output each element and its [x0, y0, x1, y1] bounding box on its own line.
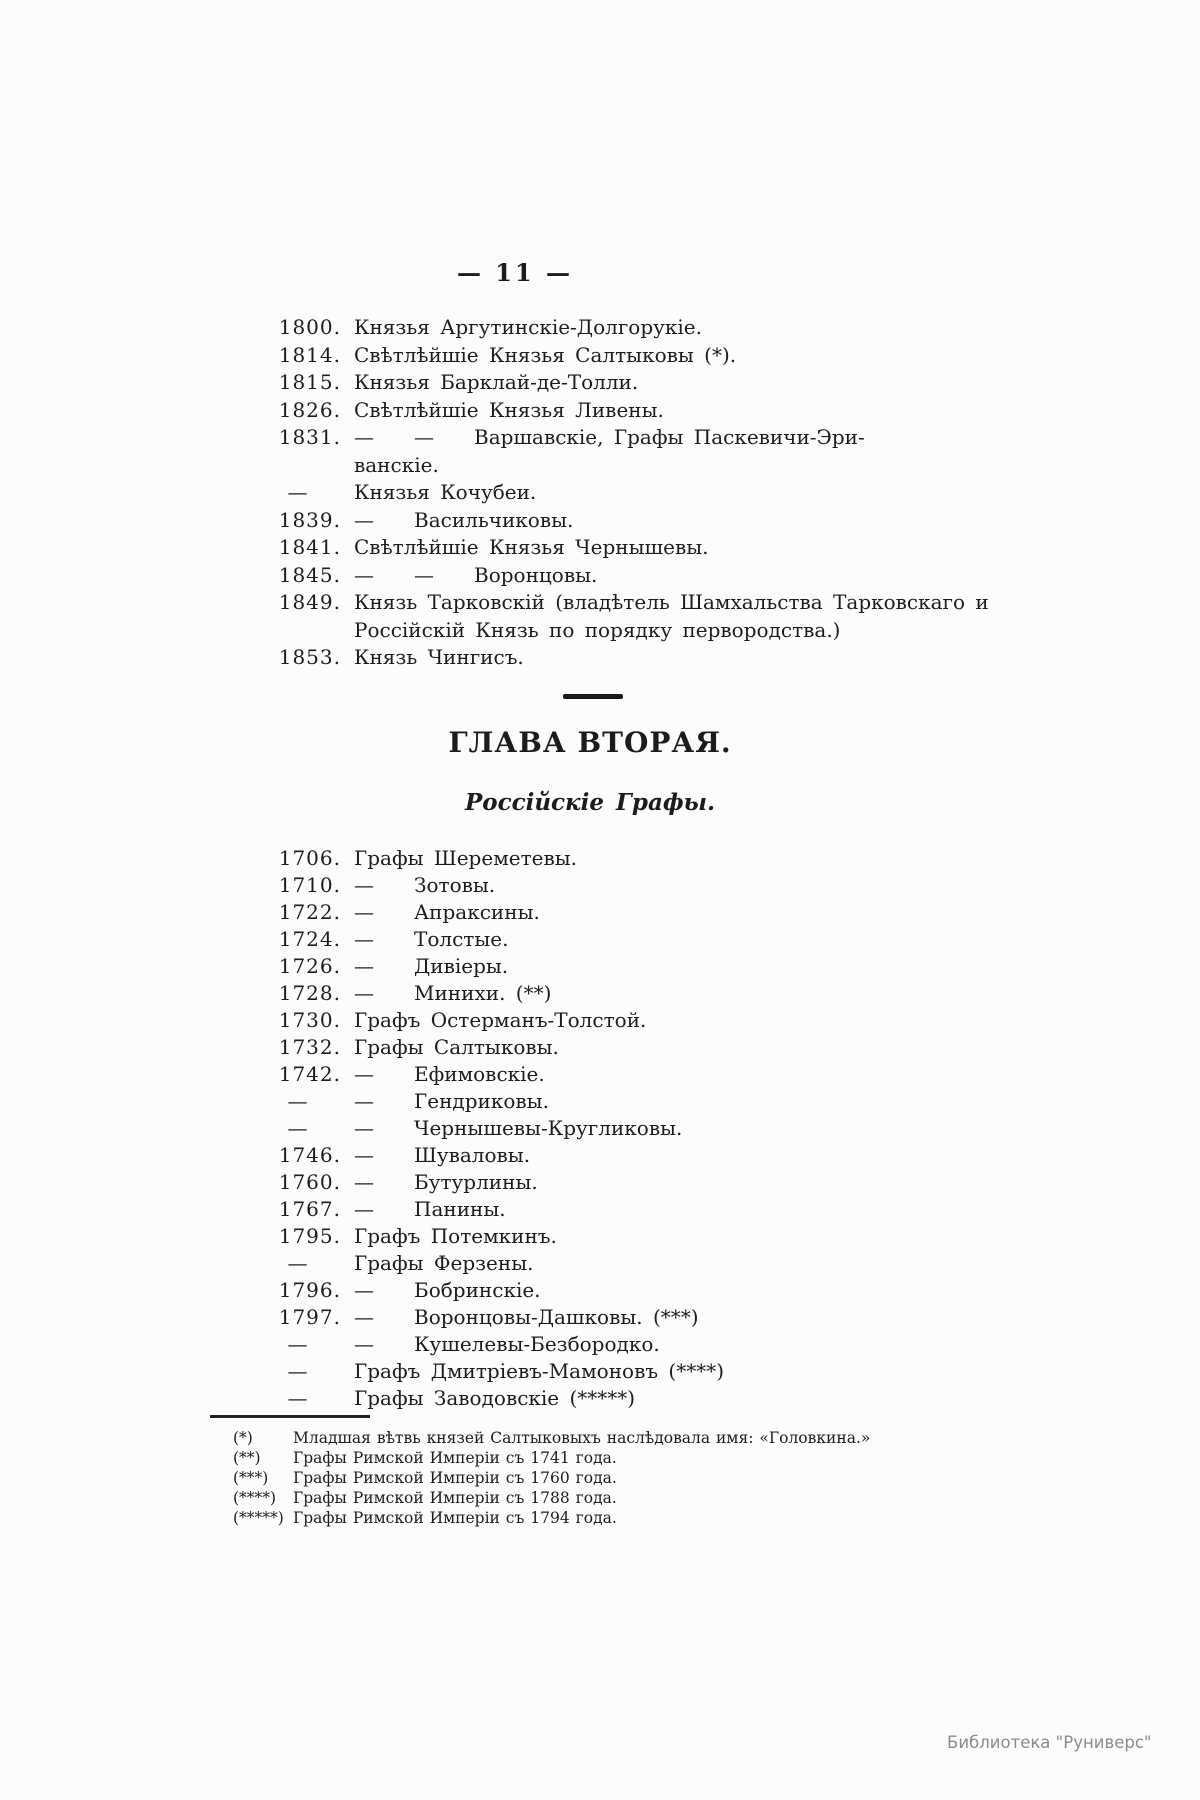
list-item-text: Свѣтлѣйшіе Князья Салтыковы (*).: [354, 342, 737, 367]
list-item: [255, 342, 965, 370]
list-item: [255, 1385, 965, 1412]
footnote-marker: (**): [233, 1449, 261, 1467]
footnote-text: Графы Римской Имперіи съ 1760 года.: [293, 1469, 617, 1487]
list-item-year: 1853.: [278, 645, 341, 669]
list-item-text: — Кушелевы-Безбородко.: [354, 1332, 660, 1356]
list-item: [255, 562, 965, 590]
list-item: [255, 1061, 965, 1088]
list-item: [255, 845, 965, 872]
list-item: [255, 926, 965, 953]
list-item-text: Графы Шереметевы.: [354, 846, 578, 870]
list-item-text: Князья Барклай-де-Толли.: [354, 370, 639, 394]
list-item-text: Графы Ферзены.: [354, 1251, 534, 1275]
list-item-year: 1710.: [278, 873, 341, 897]
list-item: [255, 1115, 965, 1142]
list-item-text: — Бутурлины.: [354, 1170, 538, 1194]
list-item-year: 1839.: [278, 507, 341, 532]
footnote-text: Графы Римской Имперіи съ 1741 года.: [293, 1449, 617, 1467]
list-item: [255, 1277, 965, 1304]
list-item-text: Князья Аргутинскіе-Долгорукіе.: [354, 315, 702, 339]
list-item-year: 1796.: [278, 1278, 341, 1302]
list-item-year: 1724.: [278, 927, 341, 951]
list-item-year: 1831.: [278, 425, 341, 449]
list-item-text: Свѣтлѣйшіе Князья Чернышевы.: [354, 535, 709, 559]
list-item-year: —: [287, 1332, 309, 1356]
list-item-text: — Бобринскіе.: [354, 1278, 541, 1302]
list-item: [255, 953, 965, 980]
list-item-year: —: [287, 1359, 309, 1383]
list-item-text: Князья Кочубеи.: [354, 480, 537, 504]
list-item-text: — Зотовы.: [354, 873, 496, 897]
list-item: [255, 644, 965, 672]
list-item-text: ванскіе.: [354, 452, 439, 477]
list-item-text: Графы Салтыковы.: [354, 1035, 559, 1059]
list-item-text: Князь Чингисъ.: [354, 645, 524, 669]
footnote-item: [233, 1468, 963, 1488]
list-item: [255, 1358, 965, 1385]
list-item-year: 1797.: [278, 1305, 341, 1329]
footnote-item: [233, 1488, 963, 1508]
list-item: [255, 424, 965, 452]
list-item: [255, 1250, 965, 1277]
list-item-year: 1849.: [278, 590, 341, 614]
footnote-item: [233, 1448, 963, 1468]
list-item: [255, 1331, 965, 1358]
list-item: [255, 1169, 965, 1196]
list-item: [255, 1088, 965, 1115]
list-item-year: 1722.: [278, 900, 341, 924]
list-item-text: Свѣтлѣйшіе Князья Ливены.: [354, 397, 664, 422]
list-item-text: Россійскій Князь по порядку первородства.): [354, 617, 841, 642]
list-item-text: — Толстые.: [354, 927, 509, 951]
footnote-item: [233, 1508, 963, 1528]
list-item: [255, 1196, 965, 1223]
list-item-year: —: [287, 1116, 309, 1140]
footnote-divider: [210, 1415, 370, 1418]
list-item-year: 1732.: [278, 1035, 341, 1059]
list-item-year: 1730.: [278, 1008, 341, 1032]
list-item: [255, 980, 965, 1007]
chapter-subtitle: Россійскіе Графы.: [464, 789, 716, 816]
list-item-year: —: [287, 1386, 309, 1410]
list-item-text: — Гендриковы.: [354, 1089, 549, 1113]
list-item-text: — — Варшавскіе, Графы Паскевичи-Эри-: [354, 425, 865, 449]
list-item-year: 1800.: [278, 315, 341, 339]
list-item: [255, 899, 965, 926]
list-item-year: —: [287, 1251, 309, 1275]
list-item-text: — Васильчиковы.: [354, 507, 574, 532]
list-item-year: 1845.: [278, 562, 341, 587]
list-item: [255, 872, 965, 899]
footnote-item: [233, 1428, 963, 1448]
list-item-year: —: [287, 480, 309, 504]
list-item-year: 1726.: [278, 954, 341, 978]
list-item: [255, 617, 965, 645]
list-item-year: —: [287, 1089, 309, 1113]
list-item-year: 1795.: [278, 1224, 341, 1248]
list-item: [255, 369, 965, 397]
list-item-text: — Панины.: [354, 1197, 506, 1221]
footnote-marker: (*****): [233, 1509, 284, 1527]
footnote-text: Графы Римской Имперіи съ 1788 года.: [293, 1489, 617, 1507]
counts-list: [255, 845, 965, 1412]
footnote-marker: (*): [233, 1429, 253, 1447]
list-item-text: — — Воронцовы.: [354, 562, 598, 587]
list-item: [255, 589, 989, 617]
list-item-text: — Дивіеры.: [354, 954, 509, 978]
list-item-year: 1767.: [278, 1197, 341, 1221]
list-item-year: 1815.: [278, 370, 341, 394]
footnote-text: Графы Римской Имперіи съ 1794 года.: [293, 1509, 617, 1527]
list-item-year: 1746.: [278, 1143, 341, 1167]
list-item-text: Князь Тарковскій (владѣтель Шамхальства Тарковскаго и: [354, 590, 989, 614]
footnotes: [233, 1428, 963, 1528]
list-item: [255, 1034, 965, 1061]
list-item-year: 1814.: [278, 342, 341, 367]
list-item-text: — Апраксины.: [354, 900, 540, 924]
list-item-year: 1826.: [278, 397, 341, 422]
list-item-text: Графъ Потемкинъ.: [354, 1224, 557, 1248]
list-item-text: — Воронцовы-Дашковы. (***): [354, 1305, 699, 1329]
chapter-title: ГЛАВА ВТОРАЯ.: [448, 726, 732, 759]
list-item: [255, 397, 965, 425]
list-item-text: — Минихи. (**): [354, 981, 552, 1005]
list-item-year: 1706.: [278, 846, 341, 870]
footnote-marker: (****): [233, 1489, 277, 1507]
footnote-marker: (***): [233, 1469, 269, 1487]
list-item-year: 1841.: [278, 535, 341, 559]
list-item-text: — Ефимовскіе.: [354, 1062, 545, 1086]
list-item-text: Графы Заводовскіе (*****): [354, 1386, 636, 1410]
list-item-text: — Чернышевы-Кругликовы.: [354, 1116, 683, 1140]
list-item-text: Графъ Дмитріевъ-Мамоновъ (****): [354, 1359, 725, 1383]
list-item: [255, 534, 965, 562]
list-item: [255, 1142, 965, 1169]
footnote-text: Младшая вѣтвь князей Салтыковыхъ наслѣдовала имя: «Головкина.»: [293, 1429, 871, 1447]
list-item: [255, 1304, 965, 1331]
list-item-year: 1742.: [278, 1062, 341, 1086]
list-item: [255, 1223, 965, 1250]
list-item-year: 1728.: [278, 981, 341, 1005]
list-item: [255, 507, 965, 535]
section-divider: [563, 694, 623, 699]
list-item-text: — Шуваловы.: [354, 1143, 531, 1167]
list-item: [255, 314, 965, 342]
list-item-year: 1760.: [278, 1170, 341, 1194]
page-number: — 11 —: [456, 258, 574, 287]
library-watermark: Библиотека "Руниверс": [947, 1733, 1152, 1752]
list-item-text: Графъ Остерманъ-Толстой.: [354, 1008, 647, 1032]
list-item: [255, 1007, 965, 1034]
list-item: [255, 452, 965, 480]
princes-list: [255, 314, 989, 672]
list-item: [255, 479, 965, 507]
